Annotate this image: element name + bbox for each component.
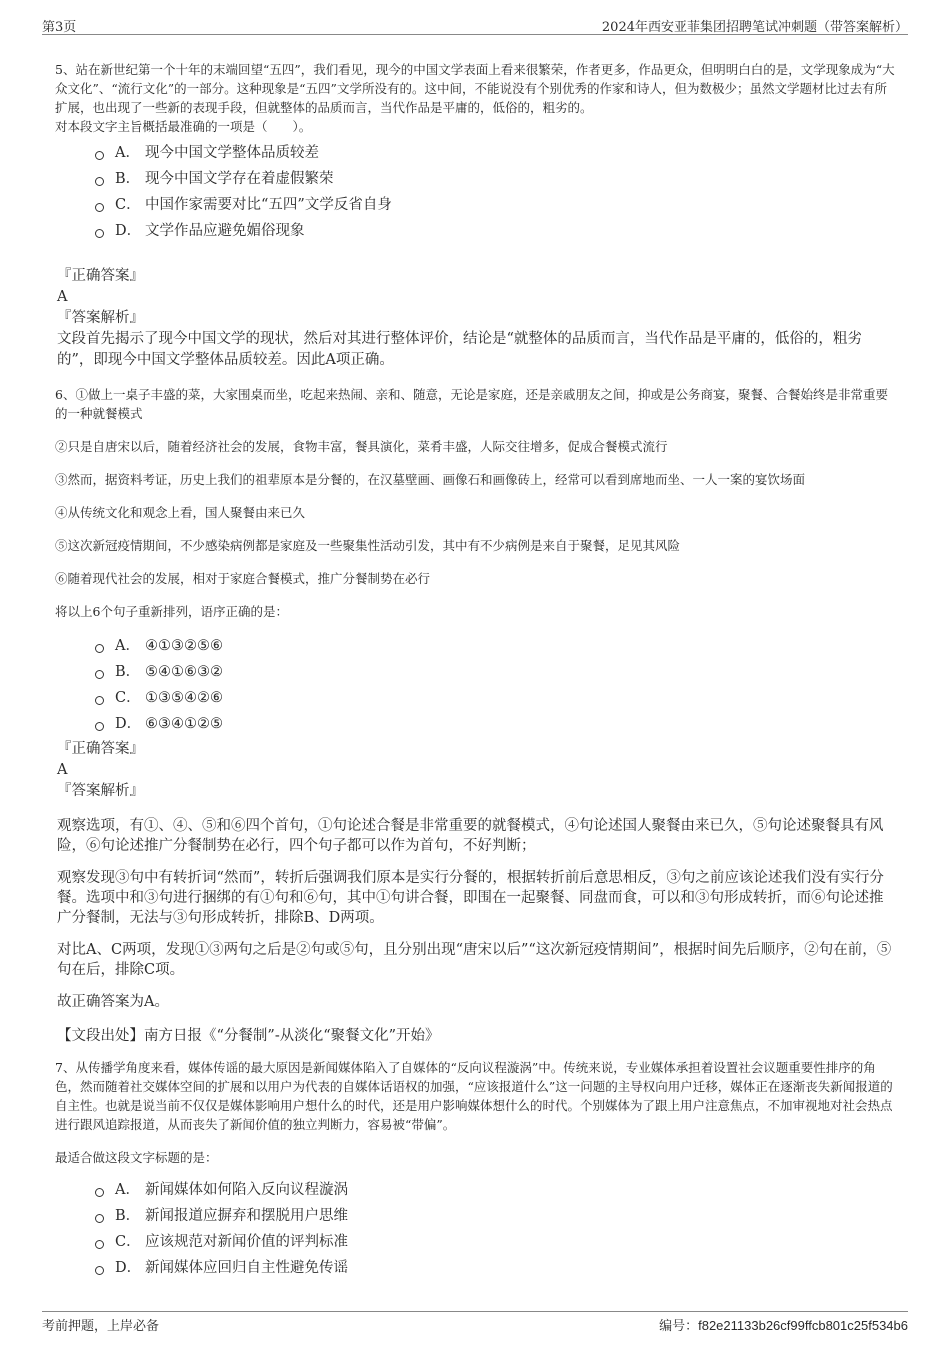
question-5-text: 5、站在新世纪第一个十年的末端回望“五四”，我们看见，现今的中国文学表面上看来很繁荣，作者更多，作品更众，但明明白白的是，文学现象成为“大众文化”、“流行文化”的一部分。这种现象是“五四”文学所没有的。这中间，不能说没有个别优秀的作家和诗人，但为数极少；虽然文学题材比过去有所扩展，也出现了一些新的表现手段，但就整体的品质而言，当代作品是平庸的，低俗的，粗劣的。	[55, 62, 895, 115]
question-6-prompt: 将以上6个句子重新排列，语序正确的是：	[55, 604, 288, 619]
radio-icon[interactable]	[95, 722, 104, 731]
question-5-answer	[57, 266, 895, 371]
radio-icon[interactable]	[95, 670, 104, 679]
analysis-paragraph-1: 观察选项，有①、④、⑤和⑥四个首句，①句论述合餐是非常重要的就餐模式，④句论述国人聚餐由来已久，⑤句论述聚餐具有风险，⑥句论述推广分餐制势在必行，四个句子都可以作为首句，不好判断；	[57, 818, 884, 854]
radio-icon[interactable]	[95, 1188, 104, 1197]
document-title: 2024年西安亚菲集团招聘笔试冲刺题（带答案解析）	[601, 20, 908, 35]
question-6	[55, 385, 895, 1046]
radio-icon[interactable]	[95, 1240, 104, 1249]
page-footer	[42, 1311, 908, 1334]
page-header	[42, 14, 908, 35]
option-c[interactable]: C． ①③⑤④②⑥	[95, 687, 895, 713]
option-c[interactable]: C． 应该规范对新闻价值的评判标准	[95, 1231, 895, 1257]
radio-icon[interactable]	[95, 644, 104, 653]
footer-slogan: 考前押题，上岸必备	[42, 1319, 160, 1334]
question-7-options	[95, 1179, 895, 1283]
question-7	[55, 1058, 895, 1283]
option-b[interactable]: B． ⑤④①⑥③②	[95, 661, 895, 687]
answer-label: 『正确答案』	[57, 268, 144, 284]
analysis-paragraph-3: 对比A、C两项，发现①③两句之后是②句或⑤句，且分别出现“唐宋以后”“这次新冠疫情期间”，根据时间先后顺序，②句在前，⑤句在后，排除C项。	[57, 942, 892, 978]
analysis-label: 『答案解析』	[57, 783, 144, 799]
radio-icon[interactable]	[95, 177, 104, 186]
option-b[interactable]: B． 新闻报道应摒弃和摆脱用户思维	[95, 1205, 895, 1231]
question-6-options	[95, 635, 895, 739]
question-7-prompt: 最适合做这段文字标题的是：	[55, 1150, 218, 1165]
question-7-text: 7、从传播学角度来看，媒体传谣的最大原因是新闻媒体陷入了自媒体的“反向议程漩涡”中。传统来说，专业媒体承担着设置社会议题重要性排序的角色，然而随着社交媒体空间的扩展和以用户为代表的自媒体话语权的加强，“应该报道什么”这一问题的主导权向用户迁移，媒体正在逐渐丧失新闻报道的自主性。也就是说当前不仅仅是媒体影响用户想什么的时代，还是用户影响媒体想什么的时代。个别媒体为了跟上用户注意焦点，不加审视地对社会热点进行跟风追踪报道，从而丧失了新闻价值的独立判断力，容易被“带偏”。	[55, 1060, 893, 1132]
option-d[interactable]: D． 文学作品应避免媚俗现象	[95, 220, 895, 246]
radio-icon[interactable]	[95, 696, 104, 705]
question-6-answer	[57, 739, 895, 802]
question-5	[55, 60, 895, 371]
analysis-text: 文段首先揭示了现今中国文学的现状，然后对其进行整体评价，结论是“就整体的品质而言，当代作品是平庸的，低俗的，粗劣的”，即现今中国文学整体品质较差。因此A项正确。	[57, 331, 862, 368]
option-a[interactable]: A． ④①③②⑤⑥	[95, 635, 895, 661]
option-a[interactable]: A． 现今中国文学整体品质较差	[95, 142, 895, 168]
radio-icon[interactable]	[95, 1266, 104, 1275]
source-citation: 【文段出处】南方日报《“分餐制”-从淡化“聚餐文化”开始》	[57, 1028, 440, 1044]
sentence-5: ⑤这次新冠疫情期间，不少感染病例都是家庭及一些聚集性活动引发，其中有不少病例是来自于聚餐，足见其风险	[55, 538, 681, 553]
sentence-3: ③然而，据资料考证，历史上我们的祖辈原本是分餐的，在汉墓壁画、画像石和画像砖上，经常可以看到席地而坐、一人一案的宴饮场面	[55, 472, 806, 487]
document-body	[55, 60, 895, 1283]
analysis-paragraph-4: 故正确答案为A。	[57, 994, 169, 1010]
option-b[interactable]: B． 现今中国文学存在着虚假繁荣	[95, 168, 895, 194]
radio-icon[interactable]	[95, 203, 104, 212]
sentence-2: ②只是自唐宋以后，随着经济社会的发展，食物丰富，餐具演化，菜肴丰盛，人际交往增多，促成合餐模式流行	[55, 439, 668, 454]
sentence-4: ④从传统文化和观念上看，国人聚餐由来已久	[55, 505, 306, 520]
analysis-paragraph-2: 观察发现③句中有转折词“然而”，转折后强调我们原本是实行分餐的，根据转折前后意思相反，③句之前应该论述我们没有实行分餐。选项中和③句进行捆绑的有①句和⑥句，其中①句讲合餐，即围在一起聚餐、同盘而食，可以和③句形成转折，而⑥句论述推广分餐制，无法与③句形成转折，排除B、D两项。	[57, 870, 884, 926]
correct-answer: A	[57, 289, 68, 305]
radio-icon[interactable]	[95, 151, 104, 160]
option-d[interactable]: D． ⑥③④①②⑤	[95, 713, 895, 739]
document-id: 编号：f82e21133b26cf99ffcb801c25f534b6	[659, 1318, 908, 1333]
option-a[interactable]: A． 新闻媒体如何陷入反向议程漩涡	[95, 1179, 895, 1205]
option-c[interactable]: C． 中国作家需要对比“五四”文学反省自身	[95, 194, 895, 220]
sentence-1: 6、①做上一桌子丰盛的菜，大家围桌而坐，吃起来热闹、亲和、随意，无论是家庭，还是亲戚朋友之间，抑或是公务商宴，聚餐、合餐始终是非常重要的一种就餐模式	[55, 387, 888, 421]
question-5-options	[95, 142, 895, 246]
page-number: 第3页	[42, 20, 77, 35]
analysis-label: 『答案解析』	[57, 310, 144, 326]
radio-icon[interactable]	[95, 229, 104, 238]
sentence-6: ⑥随着现代社会的发展，相对于家庭合餐模式，推广分餐制势在必行	[55, 571, 431, 586]
question-5-prompt: 对本段文字主旨概括最准确的一项是（ ）。	[55, 119, 312, 134]
correct-answer: A	[57, 762, 68, 778]
answer-label: 『正确答案』	[57, 741, 144, 757]
radio-icon[interactable]	[95, 1214, 104, 1223]
option-d[interactable]: D． 新闻媒体应回归自主性避免传谣	[95, 1257, 895, 1283]
